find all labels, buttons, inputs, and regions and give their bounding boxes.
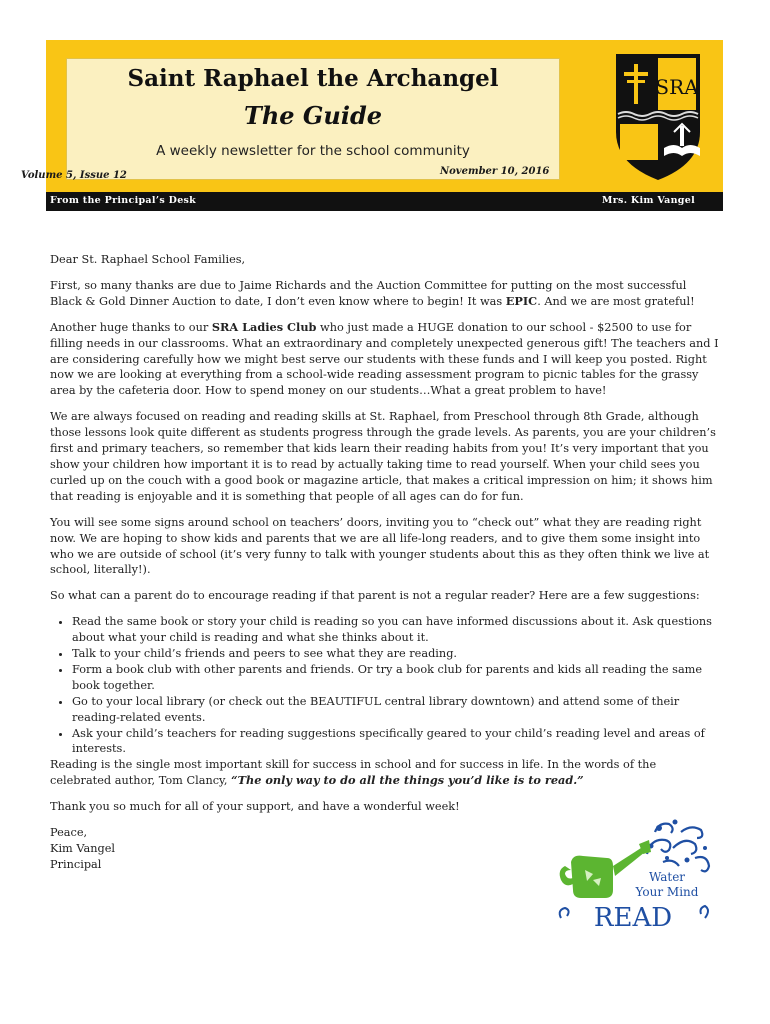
volume-issue: Volume 5, Issue 12 — [21, 170, 127, 181]
paragraph-reading-focus: We are always focused on reading and reading skills at St. Raphael, from Preschool through 8th Grade, although those lessons look quite different as students progress through the grade levels. As parents, you are your children’s first and primary teachers, so remember that kids learn their reading habits from you! It’s very important that you show your children how important it is to read by actually taking time to read yourself. When your child sees you curled up on the couch with a good book or magazine article, that makes a critical impression on him; it shows him that reading is enjoyable and it is something that people of all ages can do for fun. — [50, 410, 716, 503]
principal-bar — [46, 192, 723, 211]
principal-desk-label: From the Principal’s Desk — [50, 195, 197, 206]
crest-monogram: SRA — [655, 75, 699, 99]
tagline: A weekly newsletter for the school community — [156, 143, 470, 159]
letter-body — [50, 252, 720, 873]
suggestions-list — [50, 614, 720, 757]
signature-name: Kim Vangel — [50, 842, 116, 855]
logo-line-water: Water — [648, 870, 686, 884]
paragraph-signs: You will see some signs around school on teachers’ doors, inviting you to “check out” what they are reading right now. We are hoping to show kids and parents that we are all life-long readers, and to give them some insight into who we are outside of school (it’s very funny to talk with younger students about this as they often think we live at school, literally!). — [50, 515, 710, 577]
masthead — [46, 40, 723, 192]
list-item: • Read the same book or story your child is reading so you can have informed discussions about it. Ask questions about what your child is reading and what she thinks about it. — [72, 614, 720, 646]
school-crest-icon — [612, 52, 704, 182]
closing: Peace, — [50, 826, 88, 840]
principal-name: Mrs. Kim Vangel — [601, 195, 695, 206]
water-your-mind-read-logo — [555, 818, 715, 936]
thanks-line: Thank you so much for all of your support, and have a wonderful week! — [50, 800, 460, 814]
school-name: Saint Raphael the Archangel — [127, 65, 499, 92]
paragraph-suggestions-intro: So what can a parent do to encourage reading if that parent is not a regular reader? Here are a few suggestions: — [50, 589, 700, 603]
title-box — [66, 58, 560, 180]
logo-line-your-mind: Your Mind — [635, 885, 699, 899]
greeting: Dear St. Raphael School Families, — [50, 253, 246, 266]
list-item: • Form a book club with other parents and friends. Or try a book club for parents and kids all reading the same book together. — [72, 662, 720, 694]
paragraph-ladies-club: Another huge thanks to our SRA Ladies Club who just made a HUGE donation to our school - $2500 to use for filling needs in our classrooms. What an extraordinary and completely unexpected generous gift! The teachers and I are considering carefully how we might best serve our students with these funds and I will keep you posted. Right now we are looking at everything from a school-wide reading assessment program to picnic tables for the grassy area by the cafeteria door. How to spend money on our students…What a great problem to have! — [50, 319, 719, 398]
newsletter-title: The Guide — [243, 101, 383, 130]
list-item: • Talk to your child’s friends and peers to see what they are reading. — [72, 646, 720, 662]
issue-date: November 10, 2016 — [440, 166, 550, 177]
list-item: • Go to your local library (or check out the BEAUTIFUL central library downtown) and attend some of their reading-related events. — [72, 694, 720, 726]
logo-line-read: READ — [593, 903, 673, 933]
paragraph-clancy-quote: Reading is the single most important skill for success in school and for success in life. In the words of the celebrated author, Tom Clancy, “The only way to do all the things you’d like is to read.” — [50, 758, 657, 788]
signature-title: Principal — [50, 857, 102, 871]
paragraph-auction: First, so many thanks are due to Jaime Richards and the Auction Committee for putting on the most successful Black & Gold Dinner Auction to date, I don’t even know where to begin! It was EPIC. And we are most grateful! — [50, 278, 695, 308]
list-item: • Ask your child’s teachers for reading suggestions specifically geared to your child’s reading level and areas of interests. — [72, 726, 720, 758]
